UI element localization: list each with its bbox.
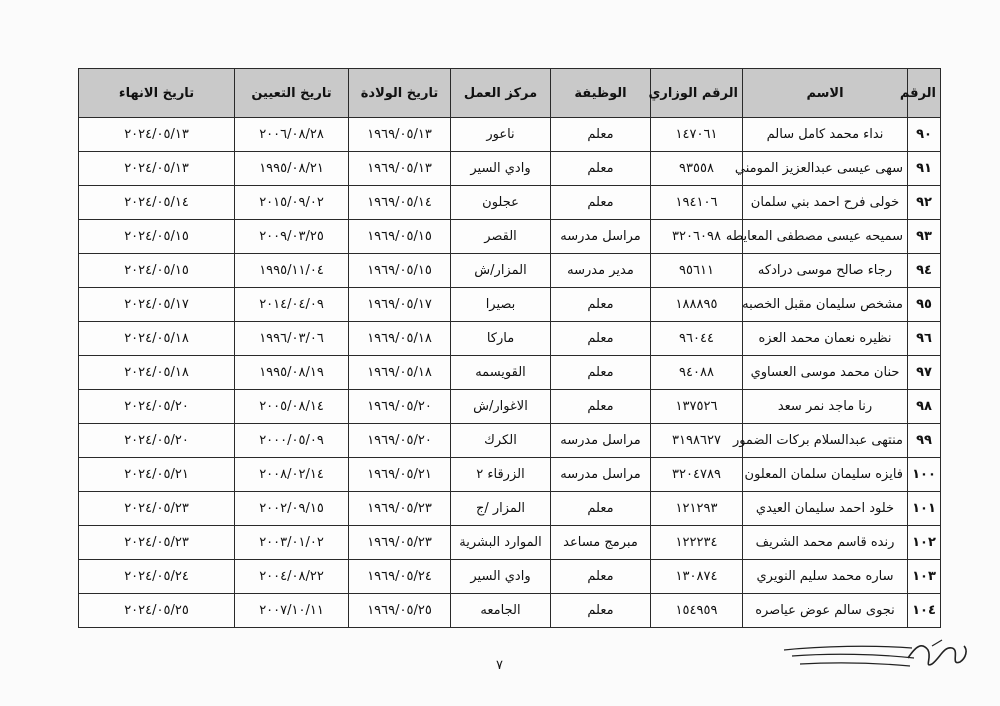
cell-workplace: المزار/ش <box>451 254 551 288</box>
cell-ministry-id: ٩٦٠٤٤ <box>651 322 743 356</box>
cell-job: معلم <box>551 322 651 356</box>
cell-ministry-id: ١٤٧٠٦١ <box>651 118 743 152</box>
cell-ministry-id: ١٩٤١٠٦ <box>651 186 743 220</box>
cell-job: معلم <box>551 152 651 186</box>
cell-end-date: ٢٠٢٤/٠٥/٢٣ <box>79 492 235 526</box>
header-name: الاسم <box>743 69 908 118</box>
cell-name: سميحه عيسى مصطفى المعايطه <box>743 220 908 254</box>
cell-num: ٩٧ <box>908 356 941 390</box>
table-row <box>79 220 941 254</box>
cell-job: مبرمج مساعد <box>551 526 651 560</box>
cell-workplace: ناعور <box>451 118 551 152</box>
cell-appointment-date: ٢٠٠٨/٠٢/١٤ <box>235 458 349 492</box>
cell-birth-date: ١٩٦٩/٠٥/٢١ <box>349 458 451 492</box>
cell-ministry-id: ٣٢٠٤٧٨٩ <box>651 458 743 492</box>
cell-workplace: القويسمه <box>451 356 551 390</box>
cell-appointment-date: ٢٠٠٠/٠٥/٠٩ <box>235 424 349 458</box>
cell-birth-date: ١٩٦٩/٠٥/٢٣ <box>349 526 451 560</box>
cell-end-date: ٢٠٢٤/٠٥/١٨ <box>79 356 235 390</box>
cell-job: معلم <box>551 560 651 594</box>
cell-appointment-date: ٢٠٠٥/٠٨/١٤ <box>235 390 349 424</box>
cell-appointment-date: ٢٠٠٦/٠٨/٢٨ <box>235 118 349 152</box>
cell-workplace: الموارد البشرية <box>451 526 551 560</box>
cell-birth-date: ١٩٦٩/٠٥/٢٥ <box>349 594 451 628</box>
cell-end-date: ٢٠٢٤/٠٥/١٥ <box>79 220 235 254</box>
cell-end-date: ٢٠٢٤/٠٥/١٤ <box>79 186 235 220</box>
cell-appointment-date: ٢٠٠٤/٠٨/٢٢ <box>235 560 349 594</box>
cell-job: معلم <box>551 118 651 152</box>
cell-num: ٩١ <box>908 152 941 186</box>
cell-name: سهى عيسى عبدالعزيز المومني <box>743 152 908 186</box>
header-appointment-date: تاريخ التعيين <box>235 69 349 118</box>
cell-end-date: ٢٠٢٤/٠٥/٢٠ <box>79 390 235 424</box>
cell-birth-date: ١٩٦٩/٠٥/٢٤ <box>349 560 451 594</box>
cell-name: رنا ماجد نمر سعد <box>743 390 908 424</box>
cell-appointment-date: ١٩٩٥/١١/٠٤ <box>235 254 349 288</box>
table-row <box>79 458 941 492</box>
table-row <box>79 254 941 288</box>
cell-end-date: ٢٠٢٤/٠٥/١٧ <box>79 288 235 322</box>
cell-ministry-id: ١٢١٢٩٣ <box>651 492 743 526</box>
cell-num: ٩٣ <box>908 220 941 254</box>
cell-job: مراسل مدرسه <box>551 458 651 492</box>
table-row <box>79 152 941 186</box>
header-workplace: مركز العمل <box>451 69 551 118</box>
cell-name: ساره محمد سليم النويري <box>743 560 908 594</box>
table-row <box>79 594 941 628</box>
table-header <box>79 69 941 118</box>
cell-num: ٩٩ <box>908 424 941 458</box>
cell-birth-date: ١٩٦٩/٠٥/١٨ <box>349 322 451 356</box>
cell-appointment-date: ٢٠٠٧/١٠/١١ <box>235 594 349 628</box>
cell-workplace: وادي السير <box>451 152 551 186</box>
cell-name: خولى فرح احمد بني سلمان <box>743 186 908 220</box>
cell-num: ١٠١ <box>908 492 941 526</box>
table-row <box>79 526 941 560</box>
employee-table <box>78 68 941 628</box>
header-num: الرقم <box>908 69 941 118</box>
cell-birth-date: ١٩٦٩/٠٥/١٤ <box>349 186 451 220</box>
cell-ministry-id: ١٢٢٢٣٤ <box>651 526 743 560</box>
cell-num: ١٠٣ <box>908 560 941 594</box>
cell-name: حنان محمد موسى العساوي <box>743 356 908 390</box>
table-row <box>79 322 941 356</box>
table-row <box>79 356 941 390</box>
cell-job: معلم <box>551 390 651 424</box>
cell-birth-date: ١٩٦٩/٠٥/١٥ <box>349 254 451 288</box>
cell-num: ١٠٤ <box>908 594 941 628</box>
cell-ministry-id: ٩٤٠٨٨ <box>651 356 743 390</box>
cell-name: نجوى سالم عوض عياصره <box>743 594 908 628</box>
cell-birth-date: ١٩٦٩/٠٥/٢٠ <box>349 390 451 424</box>
table-row <box>79 560 941 594</box>
table-row <box>79 390 941 424</box>
cell-name: نظيره نعمان محمد العزه <box>743 322 908 356</box>
table-row <box>79 424 941 458</box>
cell-name: منتهى عبدالسلام بركات الضمور <box>743 424 908 458</box>
cell-name: رنده قاسم محمد الشريف <box>743 526 908 560</box>
cell-appointment-date: ٢٠٠٣/٠١/٠٢ <box>235 526 349 560</box>
cell-birth-date: ١٩٦٩/٠٥/١٣ <box>349 118 451 152</box>
table-row <box>79 118 941 152</box>
table-row <box>79 492 941 526</box>
cell-num: ٩٥ <box>908 288 941 322</box>
cell-end-date: ٢٠٢٤/٠٥/٢٥ <box>79 594 235 628</box>
table-row <box>79 288 941 322</box>
cell-workplace: عجلون <box>451 186 551 220</box>
cell-end-date: ٢٠٢٤/٠٥/٢٤ <box>79 560 235 594</box>
cell-birth-date: ١٩٦٩/٠٥/٢٠ <box>349 424 451 458</box>
cell-job: مراسل مدرسه <box>551 424 651 458</box>
cell-birth-date: ١٩٦٩/٠٥/١٣ <box>349 152 451 186</box>
cell-job: مراسل مدرسه <box>551 220 651 254</box>
cell-job: معلم <box>551 356 651 390</box>
cell-appointment-date: ١٩٩٥/٠٨/٢١ <box>235 152 349 186</box>
cell-name: نداء محمد كامل سالم <box>743 118 908 152</box>
cell-ministry-id: ١٣٧٥٢٦ <box>651 390 743 424</box>
cell-workplace: وادي السير <box>451 560 551 594</box>
cell-end-date: ٢٠٢٤/٠٥/٢٠ <box>79 424 235 458</box>
cell-workplace: الزرقاء ٢ <box>451 458 551 492</box>
cell-birth-date: ١٩٦٩/٠٥/١٨ <box>349 356 451 390</box>
handwritten-signature <box>782 636 972 680</box>
cell-job: معلم <box>551 288 651 322</box>
cell-ministry-id: ٩٣٥٥٨ <box>651 152 743 186</box>
cell-ministry-id: ٣١٩٨٦٢٧ <box>651 424 743 458</box>
cell-appointment-date: ٢٠٠٩/٠٣/٢٥ <box>235 220 349 254</box>
cell-num: ٩٠ <box>908 118 941 152</box>
header-ministry-id: الرقم الوزاري <box>651 69 743 118</box>
cell-job: معلم <box>551 492 651 526</box>
cell-num: ١٠٠ <box>908 458 941 492</box>
cell-appointment-date: ١٩٩٥/٠٨/١٩ <box>235 356 349 390</box>
cell-num: ٩٢ <box>908 186 941 220</box>
cell-appointment-date: ١٩٩٦/٠٣/٠٦ <box>235 322 349 356</box>
cell-name: رجاء صالح موسى درادكه <box>743 254 908 288</box>
cell-num: ١٠٢ <box>908 526 941 560</box>
cell-job: معلم <box>551 594 651 628</box>
cell-num: ٩٦ <box>908 322 941 356</box>
cell-appointment-date: ٢٠١٥/٠٩/٠٢ <box>235 186 349 220</box>
header-end-date: تاريخ الانهاء <box>79 69 235 118</box>
cell-ministry-id: ١٣٠٨٧٤ <box>651 560 743 594</box>
cell-workplace: ماركا <box>451 322 551 356</box>
cell-workplace: القصر <box>451 220 551 254</box>
cell-birth-date: ١٩٦٩/٠٥/١٧ <box>349 288 451 322</box>
cell-job: مدير مدرسه <box>551 254 651 288</box>
table-row <box>79 186 941 220</box>
cell-end-date: ٢٠٢٤/٠٥/١٣ <box>79 118 235 152</box>
cell-num: ٩٨ <box>908 390 941 424</box>
cell-job: معلم <box>551 186 651 220</box>
cell-ministry-id: ٣٢٠٦٠٩٨ <box>651 220 743 254</box>
cell-name: مشخص سليمان مقبل الخصبه <box>743 288 908 322</box>
cell-ministry-id: ١٨٨٨٩٥ <box>651 288 743 322</box>
cell-appointment-date: ٢٠١٤/٠٤/٠٩ <box>235 288 349 322</box>
cell-ministry-id: ٩٥٦١١ <box>651 254 743 288</box>
cell-end-date: ٢٠٢٤/٠٥/٢٣ <box>79 526 235 560</box>
cell-workplace: بصيرا <box>451 288 551 322</box>
cell-end-date: ٢٠٢٤/٠٥/١٣ <box>79 152 235 186</box>
page-number: ٧ <box>496 658 503 673</box>
header-birth-date: تاريخ الولادة <box>349 69 451 118</box>
cell-workplace: المزار /ج <box>451 492 551 526</box>
cell-birth-date: ١٩٦٩/٠٥/١٥ <box>349 220 451 254</box>
cell-name: خلود احمد سليمان العيدي <box>743 492 908 526</box>
cell-name: فايزه سليمان سلمان المعلون <box>743 458 908 492</box>
cell-ministry-id: ١٥٤٩٥٩ <box>651 594 743 628</box>
cell-birth-date: ١٩٦٩/٠٥/٢٣ <box>349 492 451 526</box>
cell-num: ٩٤ <box>908 254 941 288</box>
cell-end-date: ٢٠٢٤/٠٥/٢١ <box>79 458 235 492</box>
cell-workplace: الجامعه <box>451 594 551 628</box>
table-body <box>79 118 941 628</box>
cell-workplace: الاغوار/ش <box>451 390 551 424</box>
cell-workplace: الكرك <box>451 424 551 458</box>
header-job: الوظيفة <box>551 69 651 118</box>
cell-end-date: ٢٠٢٤/٠٥/١٨ <box>79 322 235 356</box>
cell-appointment-date: ٢٠٠٢/٠٩/١٥ <box>235 492 349 526</box>
cell-end-date: ٢٠٢٤/٠٥/١٥ <box>79 254 235 288</box>
